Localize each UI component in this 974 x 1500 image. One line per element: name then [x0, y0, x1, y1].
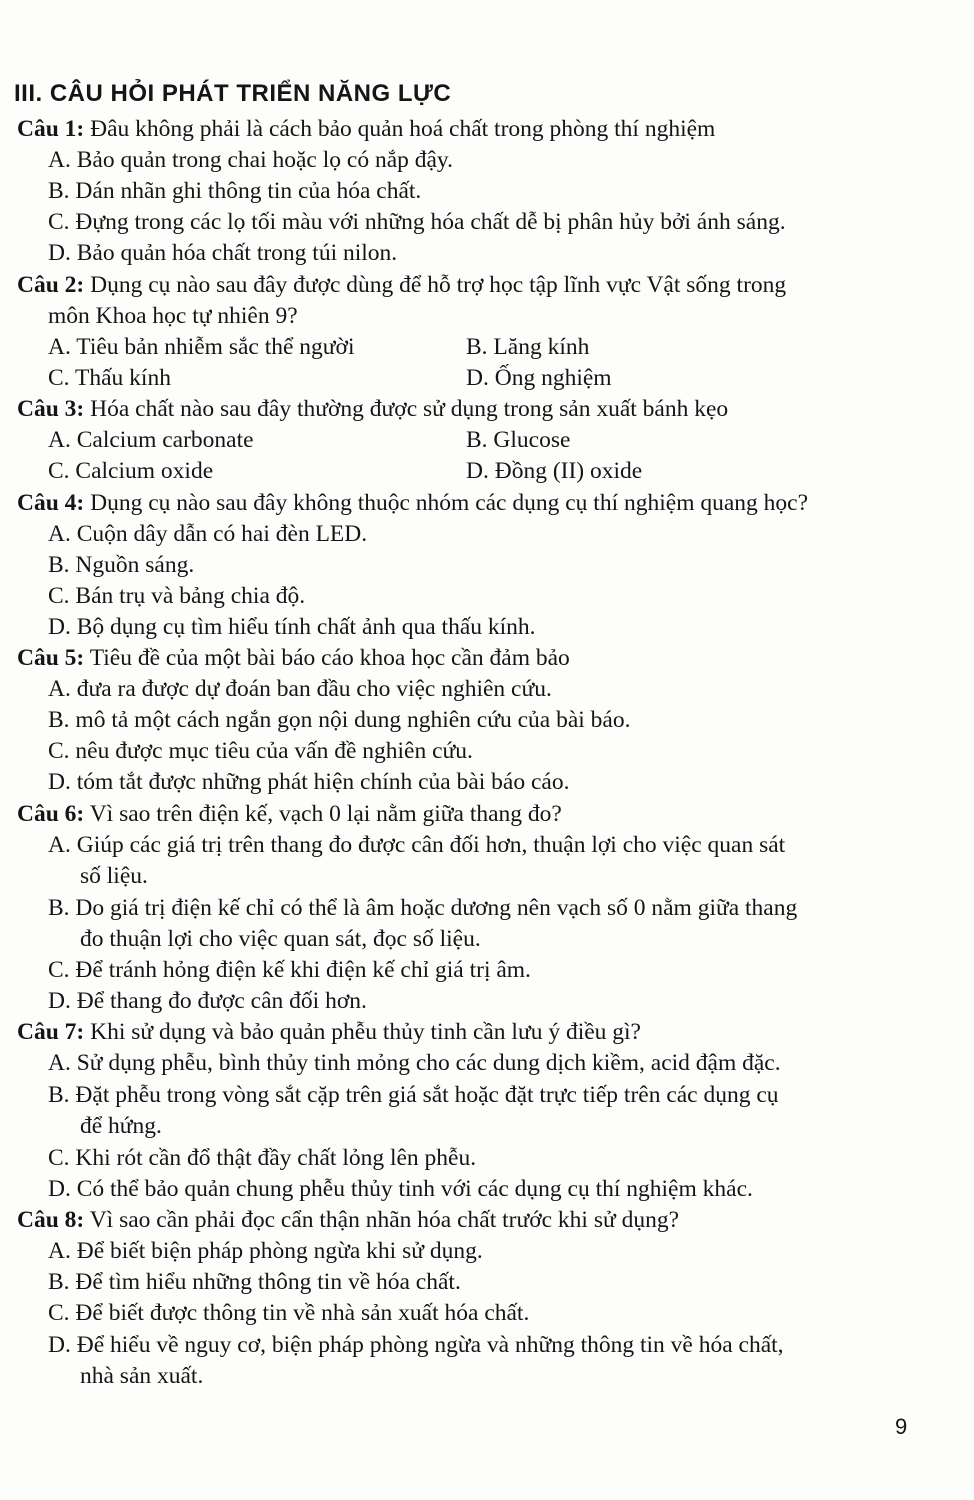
option-b: B. Lăng kính: [466, 334, 590, 360]
question-text: Đâu không phải là cách bảo quản hoá chất trong phòng thí nghiệm: [84, 116, 716, 142]
question-text: Dụng cụ nào sau đây được dùng để hỗ trợ học tập lĩnh vực Vật sống trong: [84, 272, 787, 298]
question-label: Câu 4:: [17, 490, 85, 516]
option-d: D. Bảo quản hóa chất trong túi nilon.: [48, 240, 398, 266]
question-7: [17, 1017, 922, 1048]
question-text: Vì sao trên điện kế, vạch 0 lại nằm giữa thang đo?: [84, 801, 562, 827]
option-b: B. Để tìm hiểu những thông tin về hóa chất.: [48, 1269, 461, 1295]
option-row: [48, 332, 918, 363]
option-b: B. Do giá trị điện kế chỉ có thể là âm hoặc dương nên vạch số 0 nằm giữa thang: [48, 895, 798, 921]
option-a: A. Để biết biện pháp phòng ngừa khi sử dụng.: [48, 1238, 483, 1264]
question-8: [17, 1205, 922, 1236]
option-b: B. Glucose: [466, 427, 571, 453]
question-text: Vì sao cần phải đọc cẩn thận nhãn hóa chất trước khi sử dụng?: [84, 1207, 680, 1233]
option-d: D. Đồng (II) oxide: [466, 458, 643, 484]
option-a: A. Cuộn dây dẫn có hai đèn LED.: [48, 521, 368, 547]
option-a: A. Sử dụng phễu, bình thủy tinh mỏng cho các dung dịch kiềm, acid đậm đặc.: [48, 1050, 781, 1076]
question-2-continuation: môn Khoa học tự nhiên 9?: [48, 303, 298, 329]
option-b-continuation: để hứng.: [80, 1113, 162, 1139]
option-d: D. Ống nghiệm: [466, 365, 612, 391]
question-label: Câu 8:: [17, 1207, 85, 1233]
question-label: Câu 7:: [17, 1019, 85, 1045]
option-a: A. Giúp các giá trị trên thang đo được cân đối hơn, thuận lợi cho việc quan sát: [48, 832, 786, 858]
option-a: A. Bảo quản trong chai hoặc lọ có nắp đậy.: [48, 147, 454, 173]
option-d: D. Bộ dụng cụ tìm hiểu tính chất ảnh qua thấu kính.: [48, 614, 536, 640]
question-text: Khi sử dụng và bảo quản phễu thủy tinh cần lưu ý điều gì?: [84, 1019, 641, 1045]
option-c: C. Đựng trong các lọ tối màu với những hóa chất dễ bị phân hủy bởi ánh sáng.: [48, 209, 786, 235]
option-b: B. mô tả một cách ngắn gọn nội dung nghiên cứu của bài báo.: [48, 707, 631, 733]
option-b: B. Nguồn sáng.: [48, 552, 195, 578]
option-c: C. Để tránh hỏng điện kế khi điện kế chỉ giá trị âm.: [48, 957, 531, 983]
question-label: Câu 3:: [17, 396, 85, 422]
option-d: D. Có thể bảo quản chung phễu thủy tinh với các dụng cụ thí nghiệm khác.: [48, 1176, 753, 1202]
option-d-continuation: nhà sản xuất.: [80, 1363, 204, 1389]
option-b: B. Đặt phễu trong vòng sắt cặp trên giá sắt hoặc đặt trực tiếp trên các dụng cụ: [48, 1082, 779, 1108]
option-c: C. Bán trụ và bảng chia độ.: [48, 583, 306, 609]
option-a: A. đưa ra được dự đoán ban đầu cho việc nghiên cứu.: [48, 676, 552, 702]
option-a: A. Calcium carbonate: [48, 427, 254, 453]
option-c: C. nêu được mục tiêu của vấn đề nghiên cứu.: [48, 738, 473, 764]
option-d: D. tóm tắt được những phát hiện chính của bài báo cáo.: [48, 769, 570, 795]
option-row: [48, 425, 918, 456]
option-c: C. Để biết được thông tin về nhà sản xuất hóa chất.: [48, 1300, 530, 1326]
question-text: Dụng cụ nào sau đây không thuộc nhóm các dụng cụ thí nghiệm quang học?: [84, 490, 809, 516]
option-b: B. Dán nhãn ghi thông tin của hóa chất.: [48, 178, 422, 204]
question-6: [17, 799, 922, 830]
question-text: Tiêu đề của một bài báo cáo khoa học cần đảm bảo: [84, 645, 570, 671]
option-d: D. Để thang đo được cân đối hơn.: [48, 988, 367, 1014]
option-row: [48, 456, 918, 487]
option-c: C. Thấu kính: [48, 365, 171, 391]
option-c: C. Calcium oxide: [48, 458, 214, 484]
question-label: Câu 1:: [17, 116, 85, 142]
question-5: [17, 643, 922, 674]
option-a-continuation: số liệu.: [80, 863, 148, 889]
option-c: C. Khi rót cần đổ thật đầy chất lỏng lên phễu.: [48, 1145, 477, 1171]
question-label: Câu 6:: [17, 801, 85, 827]
question-4: [17, 488, 922, 519]
page-number: 9: [895, 1414, 908, 1439]
question-1: [17, 114, 922, 145]
section-title: III. CÂU HỎI PHÁT TRIỂN NĂNG LỰC: [14, 80, 452, 107]
option-b-continuation: đo thuận lợi cho việc quan sát, đọc số liệu.: [80, 926, 481, 952]
question-3: [17, 394, 922, 425]
option-row: [48, 363, 918, 394]
question-label: Câu 5:: [17, 645, 85, 671]
question-text: Hóa chất nào sau đây thường được sử dụng trong sản xuất bánh kẹo: [84, 396, 729, 422]
question-label: Câu 2:: [17, 272, 85, 298]
question-2: [17, 270, 922, 301]
option-d: D. Để hiểu về nguy cơ, biện pháp phòng ngừa và những thông tin về hóa chất,: [48, 1332, 784, 1358]
option-a: A. Tiêu bản nhiễm sắc thể người: [48, 334, 355, 360]
